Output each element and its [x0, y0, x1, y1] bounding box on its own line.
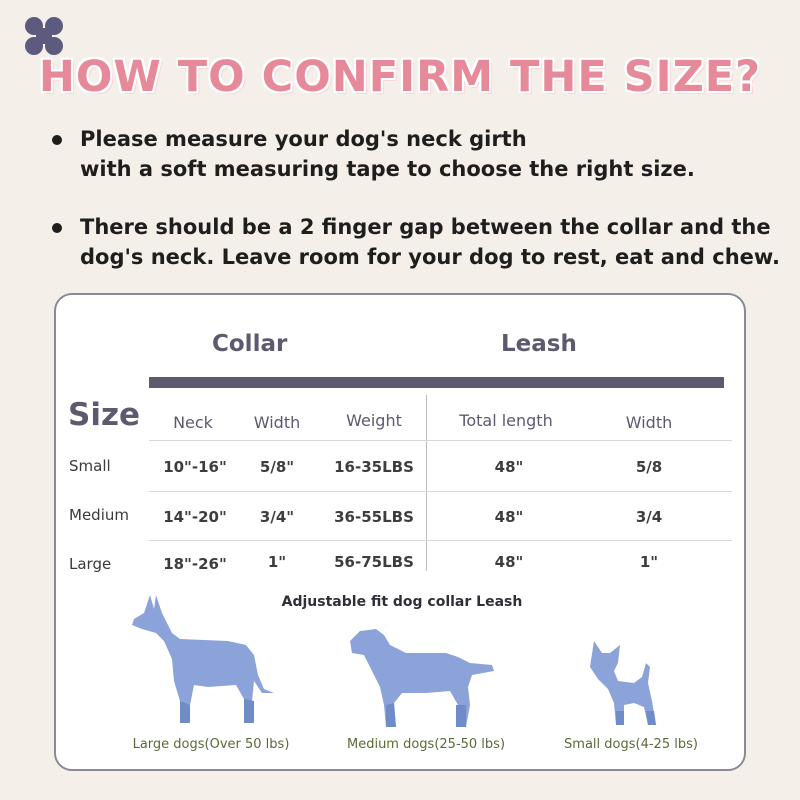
cell-neck: 18"-26"	[163, 555, 227, 573]
cell-weight: 36-55LBS	[334, 508, 414, 526]
row-label-medium: Medium	[69, 506, 129, 524]
header-divider-bar	[149, 377, 724, 388]
cell-neck: 14"-20"	[163, 508, 227, 526]
small-dog-silhouette-icon	[584, 641, 664, 731]
cell-total-length: 48"	[494, 508, 524, 526]
instruction-line: with a soft measuring tape to choose the right size.	[80, 157, 695, 181]
medium-dog-silhouette-icon	[346, 625, 496, 731]
size-label: Size	[68, 397, 141, 433]
medium-dog-label: Medium dogs(25-50 lbs)	[346, 737, 506, 752]
cell-leash-width: 3/4	[635, 508, 663, 526]
row-divider	[149, 491, 732, 492]
column-header-leash-width: Width	[625, 413, 673, 432]
large-dog-silhouette-icon	[128, 589, 278, 729]
instructions-list	[46, 124, 780, 272]
instruction-line: There should be a 2 finger gap between the collar and the	[80, 215, 771, 239]
size-chart-card	[54, 293, 746, 771]
row-label-large: Large	[69, 555, 112, 573]
cell-weight: 56-75LBS	[334, 553, 414, 571]
instruction-line: dog's neck. Leave room for your dog to rest, eat and chew.	[80, 245, 780, 269]
column-header-collar-width: Width	[253, 413, 301, 432]
collar-header: Collar	[212, 331, 288, 357]
cell-weight: 16-35LBS	[334, 458, 414, 476]
row-divider	[149, 540, 732, 541]
instruction-item	[46, 212, 780, 272]
cell-total-length: 48"	[494, 458, 524, 476]
column-header-weight: Weight	[346, 411, 402, 430]
cell-leash-width: 5/8	[635, 458, 663, 476]
row-divider	[149, 440, 732, 441]
cell-collar-width: 3/4"	[259, 508, 295, 526]
bullet-dot-icon	[52, 223, 62, 233]
cell-leash-width: 1"	[639, 553, 659, 571]
row-label-small: Small	[69, 457, 111, 475]
illustration-subtitle: Adjustable fit dog collar Leash	[281, 594, 523, 610]
cell-collar-width: 5/8"	[259, 458, 295, 476]
large-dog-label: Large dogs(Over 50 lbs)	[132, 737, 290, 752]
page-title: HOW TO CONFIRM THE SIZE?	[38, 52, 762, 102]
column-separator	[426, 395, 427, 571]
instruction-line: Please measure your dog's neck girth	[80, 127, 527, 151]
bullet-dot-icon	[52, 135, 62, 145]
leash-header: Leash	[501, 331, 577, 357]
cell-total-length: 48"	[494, 553, 524, 571]
cell-neck: 10"-16"	[163, 458, 227, 476]
cell-collar-width: 1"	[267, 553, 287, 571]
column-header-total-length: Total length	[459, 411, 553, 430]
small-dog-label: Small dogs(4-25 lbs)	[564, 737, 698, 752]
instruction-item	[46, 124, 766, 184]
column-header-neck: Neck	[173, 413, 213, 432]
